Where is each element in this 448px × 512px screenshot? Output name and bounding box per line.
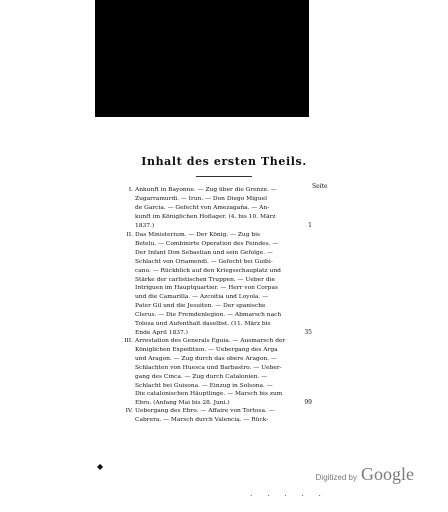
scan-black-bar (95, 0, 309, 117)
entry-number: II. (126, 232, 133, 238)
entry-line: und Aragon. — Zug durch das obere Aragon. — (135, 355, 277, 362)
entry-line: gang des Cinca. — Zug durch Catalonien. — (135, 373, 268, 380)
entry-line: Das Ministerium. — Der König. — Zug bis (135, 232, 261, 238)
entry-line: Stärke der carlistischen Truppen. — Ueber die (135, 276, 275, 283)
title-rule (196, 176, 252, 177)
toc-entry-2 (117, 231, 317, 338)
entry-line: Schlachten von Huesca und Barbastro. — Ueber- (135, 364, 282, 371)
entry-line: Die catalonischen Häuptlinge. — Marsch bis zum (135, 391, 283, 398)
entry-line: Clerus. — Die Fremdenlegion. — Abmarsch nach (135, 312, 282, 319)
entry-line: Schlacht bei Guisona. — Einzug in Solsona. — (135, 382, 273, 389)
entry-line: kunft im Königlichen Hoflager. (4. bis 10. März (135, 213, 276, 220)
scan-dots: . . . . . (250, 489, 327, 498)
entry-line: Betelu. — Combinirte Operation des Feindes. — (135, 240, 279, 247)
entry-line: Zugarramurdi. — Irun. — Don Diego Miguel (135, 195, 267, 202)
digitized-watermark (316, 464, 414, 485)
entry-line: Tolosa und Aufenthalt daselbst. (11. März bis (135, 321, 271, 328)
entry-line: und die Camarilla. — Azcoitia und Loyola. — (135, 294, 269, 301)
toc-entry-1 (117, 186, 317, 231)
entry-line: Ankunft in Bayonne. — Zug über die Grenze. — (135, 187, 277, 193)
entry-line: Schlacht von Oriamendi. — Gefecht bei Guibi- (135, 258, 273, 265)
entry-line: de Garcia. — Gefecht von Amezagaña. — An- (135, 204, 270, 211)
entry-line: cano. — Rückblick auf den Kriegsschauplatz und (135, 267, 281, 274)
entry-line: Ende April 1837.) (135, 329, 188, 336)
page-column-header: Seite (312, 183, 328, 190)
scan-mark: ◆ (97, 462, 104, 471)
entry-line: 1837.) (135, 222, 155, 229)
watermark-prefix: Digitized by (315, 473, 357, 482)
toc-page-number: 35 (304, 329, 312, 336)
entry-line: Cabrera. — Marsch durch Valencia. — Rück- (135, 416, 269, 423)
entry-line: Intriguen im Hauptquartier. — Herr von Corpas (135, 285, 278, 292)
entry-number: IV. (125, 408, 133, 414)
entry-line: Uebergang des Ebro. — Affaire von Tortosa. — (135, 408, 275, 414)
entry-line: Ebro. (Anfang Mai bis 28. Juni.) (135, 400, 230, 407)
entry-number: III. (124, 338, 133, 344)
entry-number: I. (128, 187, 133, 193)
entry-line: Arrestation des Generals Eguia. — Ausmarsch der (135, 338, 286, 344)
toc-entry-3 (117, 337, 317, 408)
entry-line: Königlichen Expedition. — Uebergang des Arga (135, 346, 278, 353)
toc-page-number: 1 (308, 222, 312, 229)
page-title: Inhalt des ersten Theils. (141, 155, 307, 168)
toc-entry-4 (117, 407, 317, 425)
entry-line: Pater Gil und die Jesuiten. — Der spanische (135, 303, 266, 310)
entry-line: Der Infant Don Sebastian und sein Gefolge. — (135, 249, 273, 256)
google-logo: Google (361, 464, 414, 484)
toc-page-number: 99 (304, 399, 312, 406)
